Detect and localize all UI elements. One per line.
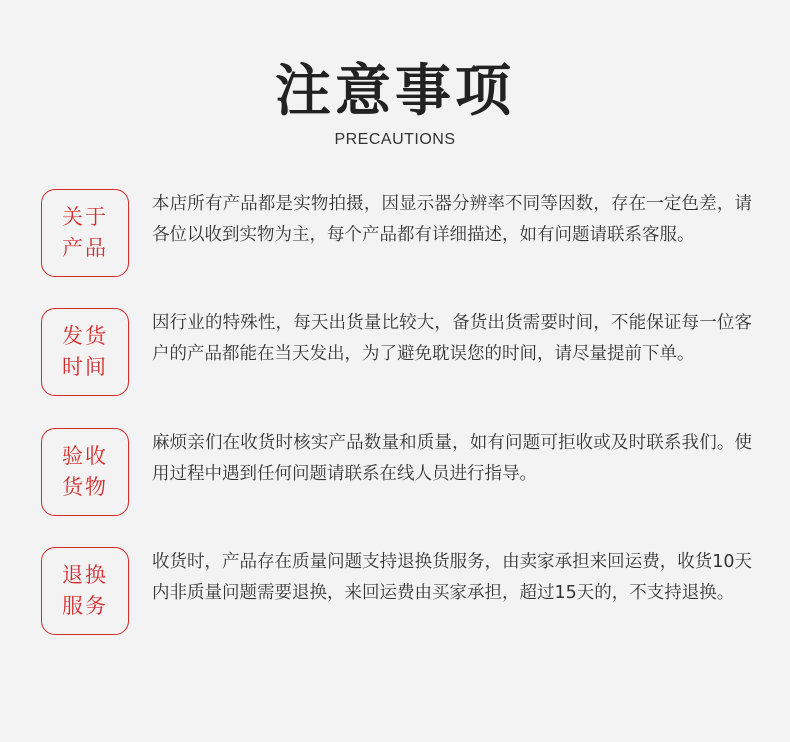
precaution-text-returns: 收货时，产品存在质量问题支持退换货服务，由卖家承担来回运费，收货10天内非质量问题需要退换，来回运费由买家承担，超过15天的，不支持退换。 <box>152 552 752 603</box>
badge-label-line2: 时间 <box>62 355 108 379</box>
badge-label-line1: 退换 <box>62 563 108 587</box>
precaution-text-inspection: 麻烦亲们在收货时核实产品数量和质量，如有问题可拒收或及时联系我们。使用过程中遇到任何问题请联系在线人员进行指导。 <box>152 433 752 484</box>
precaution-item-product <box>0 189 790 289</box>
page-subtitle: PRECAUTIONS <box>334 131 456 148</box>
badge-label-line1: 发货 <box>62 324 108 348</box>
badge-label-line1: 验收 <box>62 444 108 468</box>
precaution-item-shipping <box>0 308 790 408</box>
badge-label-line2: 产品 <box>62 236 108 260</box>
badge-shipping-time <box>41 308 129 396</box>
badge-label-line2: 货物 <box>62 475 108 499</box>
precaution-item-returns <box>0 547 790 647</box>
badge-inspect-goods <box>41 428 129 516</box>
precaution-text-shipping: 因行业的特殊性，每天出货量比较大，备货出货需要时间，不能保证每一位客户的产品都能在当天发出，为了避免耽误您的时间，请尽量提前下单。 <box>152 313 752 364</box>
badge-label-line1: 关于 <box>62 205 108 229</box>
badge-return-service <box>41 547 129 635</box>
precaution-text-product: 本店所有产品都是实物拍摄，因显示器分辨率不同等因数，存在一定色差，请各位以收到实物为主，每个产品都有详细描述，如有问题请联系客服。 <box>152 194 752 245</box>
precaution-item-inspection <box>0 428 790 528</box>
badge-about-product <box>41 189 129 277</box>
page-title: 注意事项 <box>275 59 515 124</box>
badge-label-line2: 服务 <box>62 594 108 618</box>
